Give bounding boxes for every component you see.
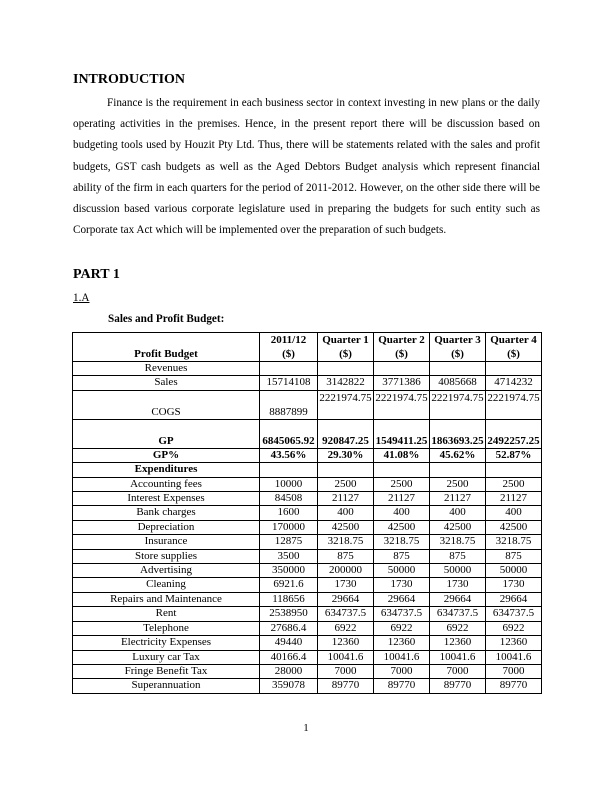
expenditure-value-cell: 50000: [374, 564, 430, 578]
cogs-value-cell: 2221974.75: [374, 390, 430, 419]
expenditure-value-cell: 21127: [430, 492, 486, 506]
sales-value-cell: 4714232: [486, 376, 542, 390]
expenditure-row: [73, 535, 542, 549]
expenditure-value-cell: 10041.6: [374, 650, 430, 664]
header-column-title: Quarter 4: [490, 334, 537, 346]
expenditure-value-cell: 1730: [318, 578, 374, 592]
expenditure-row: [73, 607, 542, 621]
expenditure-value-cell: 89770: [486, 679, 542, 693]
intro-paragraph: Finance is the requirement in each business sector in context investing in new plans or the daily operating activities in the premises. Hence, in the present report there will be discussion based on budgeting tools used by Houzit Pty Ltd. Thus, there will be statements related with the sales and profit budgets, GST cash budgets as well as the Aged Debtors Budget analysis which represent financial ability of the firm in each quarters for the period of 2011-2012. However, on the other side there will be discussion based various corporate legislature used in preparing the budgets for such entity such as Corporate tax Act which will be implemented over the preparation of such budgets.: [73, 97, 540, 237]
expenditure-value-cell: 6922: [318, 621, 374, 635]
expenditures-label-cell: Expenditures: [73, 463, 260, 477]
expenditure-value-cell: 6921.6: [260, 578, 318, 592]
cogs-value-cell: 8887899: [260, 390, 318, 419]
expenditure-value-cell: 634737.5: [486, 607, 542, 621]
expenditure-value-cell: 2538950: [260, 607, 318, 621]
expenditure-value-cell: 89770: [430, 679, 486, 693]
expenditure-row: [73, 679, 542, 693]
gp-row: [73, 419, 542, 448]
expenditure-label-cell: Depreciation: [73, 520, 260, 534]
gp-value-cell: 2492257.25: [486, 419, 542, 448]
expenditure-value-cell: 28000: [260, 664, 318, 678]
gp-value-cell: 6845065.92: [260, 419, 318, 448]
expenditure-value-cell: 21127: [318, 492, 374, 506]
expenditure-row: [73, 636, 542, 650]
expenditure-value-cell: 400: [430, 506, 486, 520]
header-column-cell: [318, 333, 374, 362]
expenditure-value-cell: 875: [318, 549, 374, 563]
expenditure-value-cell: 875: [486, 549, 542, 563]
gp-percent-label-cell: GP%: [73, 448, 260, 462]
expenditure-value-cell: 7000: [318, 664, 374, 678]
profit-budget-table: [72, 332, 542, 694]
expenditure-value-cell: 42500: [430, 520, 486, 534]
expenditure-value-cell: 634737.5: [374, 607, 430, 621]
expenditure-value-cell: 29664: [318, 592, 374, 606]
header-column-unit: ($): [339, 348, 352, 360]
header-column-title: Quarter 1: [322, 334, 369, 346]
header-label-cell: Profit Budget: [73, 333, 260, 362]
empty-cell: [374, 362, 430, 376]
cogs-row: [73, 390, 542, 419]
cogs-label-cell: COGS: [73, 390, 260, 419]
empty-cell: [430, 463, 486, 477]
expenditure-value-cell: 170000: [260, 520, 318, 534]
expenditure-value-cell: 1730: [430, 578, 486, 592]
sales-label-cell: Sales: [73, 376, 260, 390]
gp-value-cell: 1863693.25: [430, 419, 486, 448]
expenditure-value-cell: 89770: [318, 679, 374, 693]
expenditure-value-cell: 875: [430, 549, 486, 563]
expenditure-label-cell: Accounting fees: [73, 477, 260, 491]
expenditure-value-cell: 6922: [374, 621, 430, 635]
cogs-value-cell: 2221974.75: [430, 390, 486, 419]
expenditure-value-cell: 2500: [486, 477, 542, 491]
expenditure-label-cell: Electricity Expenses: [73, 636, 260, 650]
expenditure-label-cell: Store supplies: [73, 549, 260, 563]
expenditure-value-cell: 49440: [260, 636, 318, 650]
sales-value-cell: 15714108: [260, 376, 318, 390]
empty-cell: [260, 463, 318, 477]
header-column-cell: [374, 333, 430, 362]
expenditure-label-cell: Bank charges: [73, 506, 260, 520]
expenditure-label-cell: Luxury car Tax: [73, 650, 260, 664]
sales-value-cell: 3142822: [318, 376, 374, 390]
header-column-title: Quarter 3: [434, 334, 481, 346]
page-number: 1: [303, 722, 309, 734]
expenditure-row: [73, 592, 542, 606]
expenditure-value-cell: 2500: [374, 477, 430, 491]
expenditure-value-cell: 12360: [486, 636, 542, 650]
expenditure-value-cell: 89770: [374, 679, 430, 693]
header-column-unit: ($): [507, 348, 520, 360]
expenditure-value-cell: 3218.75: [430, 535, 486, 549]
expenditure-value-cell: 10041.6: [486, 650, 542, 664]
expenditure-label-cell: Advertising: [73, 564, 260, 578]
section-label: 1.A: [73, 292, 90, 304]
expenditure-value-cell: 400: [318, 506, 374, 520]
sales-value-cell: 4085668: [430, 376, 486, 390]
expenditure-value-cell: 12360: [430, 636, 486, 650]
empty-cell: [374, 463, 430, 477]
expenditure-row: [73, 520, 542, 534]
expenditure-value-cell: 10041.6: [430, 650, 486, 664]
introduction-heading: INTRODUCTION: [73, 72, 186, 87]
expenditure-value-cell: 12875: [260, 535, 318, 549]
expenditures-row: [73, 463, 542, 477]
header-column-unit: ($): [395, 348, 408, 360]
expenditure-value-cell: 21127: [374, 492, 430, 506]
expenditure-value-cell: 27686.4: [260, 621, 318, 635]
empty-cell: [318, 463, 374, 477]
expenditure-value-cell: 12360: [374, 636, 430, 650]
expenditure-value-cell: 1730: [374, 578, 430, 592]
header-column-unit: ($): [282, 348, 295, 360]
header-column-unit: ($): [451, 348, 464, 360]
expenditure-row: [73, 621, 542, 635]
expenditure-value-cell: 50000: [486, 564, 542, 578]
expenditure-value-cell: 6922: [430, 621, 486, 635]
expenditure-value-cell: 29664: [486, 592, 542, 606]
empty-cell: [260, 362, 318, 376]
expenditure-value-cell: 3500: [260, 549, 318, 563]
expenditure-value-cell: 1600: [260, 506, 318, 520]
expenditure-label-cell: Repairs and Maintenance: [73, 592, 260, 606]
expenditure-value-cell: 3218.75: [486, 535, 542, 549]
revenues-row: [73, 362, 542, 376]
expenditure-row: [73, 549, 542, 563]
expenditure-label-cell: Interest Expenses: [73, 492, 260, 506]
expenditure-row: [73, 492, 542, 506]
gp-label-cell: GP: [73, 419, 260, 448]
expenditure-value-cell: 3218.75: [374, 535, 430, 549]
header-column-cell: [260, 333, 318, 362]
gp-percent-value-cell: 52.87%: [486, 448, 542, 462]
expenditure-value-cell: 21127: [486, 492, 542, 506]
cogs-value-cell: 2221974.75: [486, 390, 542, 419]
expenditure-label-cell: Insurance: [73, 535, 260, 549]
revenues-label-cell: Revenues: [73, 362, 260, 376]
empty-cell: [486, 463, 542, 477]
expenditure-value-cell: 10041.6: [318, 650, 374, 664]
expenditure-value-cell: 634737.5: [430, 607, 486, 621]
gp-percent-value-cell: 29.30%: [318, 448, 374, 462]
expenditure-value-cell: 42500: [318, 520, 374, 534]
expenditure-value-cell: 50000: [430, 564, 486, 578]
expenditure-label-cell: Telephone: [73, 621, 260, 635]
expenditure-label-cell: Rent: [73, 607, 260, 621]
expenditure-row: [73, 578, 542, 592]
table-title: Sales and Profit Budget:: [108, 313, 225, 325]
cogs-value-cell: 2221974.75: [318, 390, 374, 419]
expenditure-value-cell: 29664: [430, 592, 486, 606]
expenditure-value-cell: 29664: [374, 592, 430, 606]
expenditure-value-cell: 7000: [486, 664, 542, 678]
expenditure-value-cell: 2500: [318, 477, 374, 491]
expenditure-value-cell: 1730: [486, 578, 542, 592]
gp-percent-value-cell: 41.08%: [374, 448, 430, 462]
profit-budget-body: [73, 333, 542, 694]
expenditure-value-cell: 7000: [374, 664, 430, 678]
expenditure-value-cell: 118656: [260, 592, 318, 606]
expenditure-value-cell: 84508: [260, 492, 318, 506]
empty-cell: [430, 362, 486, 376]
expenditure-value-cell: 634737.5: [318, 607, 374, 621]
empty-cell: [318, 362, 374, 376]
expenditure-value-cell: 42500: [374, 520, 430, 534]
expenditure-row: [73, 650, 542, 664]
expenditure-row: [73, 564, 542, 578]
gp-percent-value-cell: 45.62%: [430, 448, 486, 462]
sales-value-cell: 3771386: [374, 376, 430, 390]
table-header-row: [73, 333, 542, 362]
header-column-title: Quarter 2: [378, 334, 425, 346]
expenditure-row: [73, 664, 542, 678]
expenditure-value-cell: 2500: [430, 477, 486, 491]
expenditure-value-cell: 875: [374, 549, 430, 563]
gp-value-cell: 1549411.25: [374, 419, 430, 448]
expenditure-label-cell: Fringe Benefit Tax: [73, 664, 260, 678]
expenditure-value-cell: 400: [486, 506, 542, 520]
expenditure-label-cell: Cleaning: [73, 578, 260, 592]
expenditure-value-cell: 350000: [260, 564, 318, 578]
gp-percent-row: [73, 448, 542, 462]
gp-percent-value-cell: 43.56%: [260, 448, 318, 462]
header-column-title: 2011/12: [270, 334, 307, 346]
sales-row: [73, 376, 542, 390]
expenditure-value-cell: 40166.4: [260, 650, 318, 664]
header-column-cell: [430, 333, 486, 362]
header-column-cell: [486, 333, 542, 362]
expenditure-value-cell: 6922: [486, 621, 542, 635]
part-heading: PART 1: [73, 267, 120, 282]
expenditure-value-cell: 12360: [318, 636, 374, 650]
expenditure-value-cell: 3218.75: [318, 535, 374, 549]
gp-value-cell: 920847.25: [318, 419, 374, 448]
expenditure-value-cell: 200000: [318, 564, 374, 578]
expenditure-value-cell: 400: [374, 506, 430, 520]
expenditure-value-cell: 42500: [486, 520, 542, 534]
expenditure-label-cell: Superannuation: [73, 679, 260, 693]
expenditure-value-cell: 7000: [430, 664, 486, 678]
expenditure-value-cell: 359078: [260, 679, 318, 693]
empty-cell: [486, 362, 542, 376]
expenditure-row: [73, 506, 542, 520]
expenditure-row: [73, 477, 542, 491]
expenditure-value-cell: 10000: [260, 477, 318, 491]
